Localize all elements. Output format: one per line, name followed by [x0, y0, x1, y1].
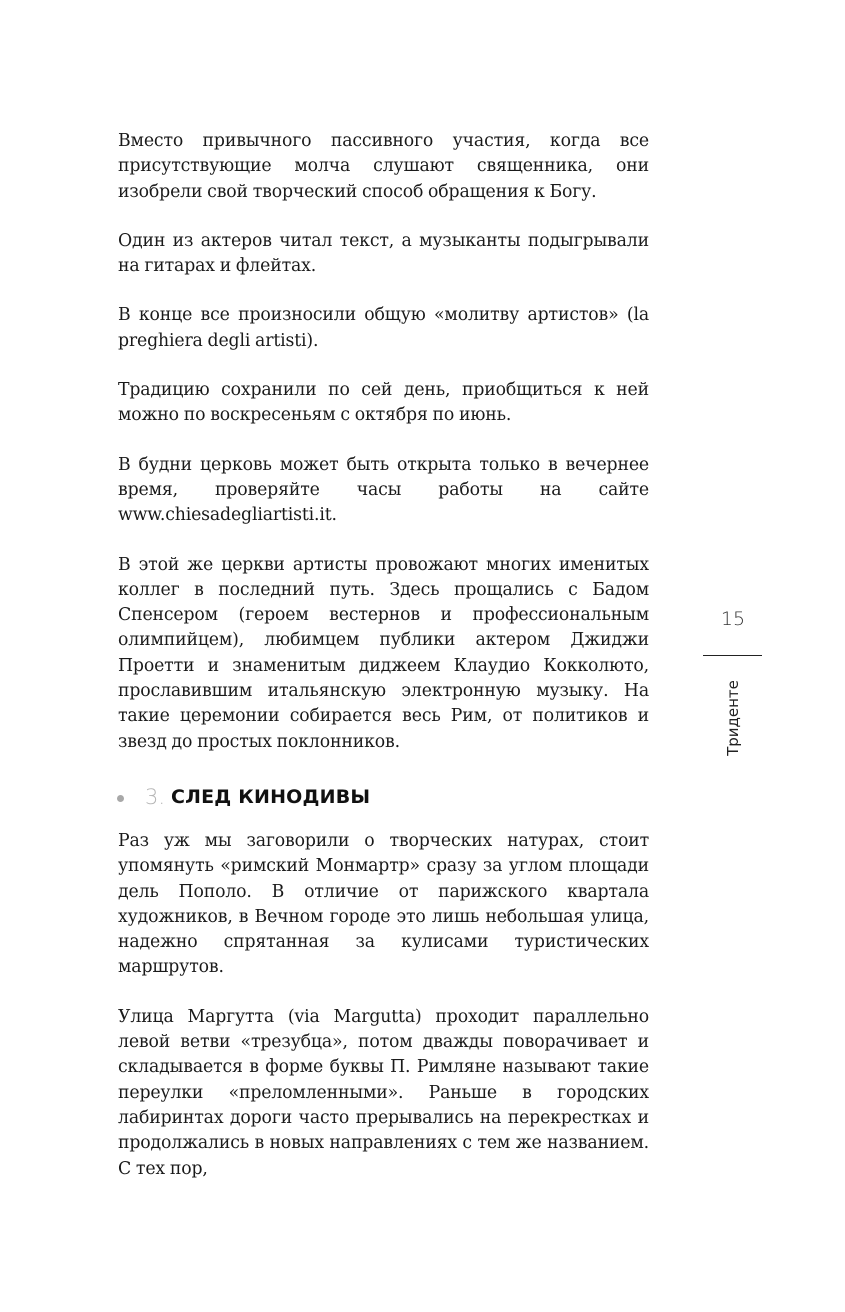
paragraph: В конце все произносили общую «молитву артистов» (la preghiera degli artisti).	[118, 305, 649, 351]
section-number: 3.	[145, 784, 166, 809]
paragraph: Раз уж мы заговорили о творческих натурах, стоит упомянуть «римский Монмартр» сразу за углом площади дель Пополо. В отличие от парижского квартала художников, в Вечном городе это лишь небольшая улица, надежно спрятанная за кулисами туристических маршрутов.	[118, 830, 649, 978]
running-head: Триденте	[724, 680, 742, 756]
paragraph: Традицию сохранили по сей день, приобщиться к ней можно по воскресеньям с октября по июнь.	[118, 380, 649, 426]
side-divider	[703, 655, 762, 656]
paragraph: В этой же церкви артисты провожают многих именитых коллег в последний путь. Здесь прощались с Бадом Спенсером (героем вестернов и профессиональным олимпийцем), любимцем публики актером Джиджи Проетти и знаменитым диджеем Клаудио Кокколюто, прославившим итальянскую электронную музыку. На такие церемонии собирается весь Рим, от политиков и звезд до простых поклонников.	[118, 554, 649, 752]
page-body	[118, 129, 649, 1206]
section-title: СЛЕД КИНОДИВЫ	[171, 785, 371, 808]
bullet-dot-icon	[117, 795, 124, 802]
page-number: 15	[720, 608, 746, 630]
paragraph: Один из актеров читал текст, а музыканты подыгрывали на гитарах и флейтах.	[118, 230, 649, 277]
section-heading	[118, 783, 649, 811]
paragraph: Вместо привычного пассивного участия, когда все присутствующие молча слушают священника, они изобрели свой творческий способ обращения к Богу.	[118, 131, 649, 202]
paragraph: В будни церковь может быть открыта только в вечернее время, проверяйте часы работы на сайте www.chiesadegliartisti.it.	[118, 454, 649, 526]
paragraph: Улица Маргутта (via Margutta) проходит параллельно левой ветви «трезубца», потом дважды поворачивает и складывается в форме буквы П. Римляне называют такие переулки «преломленными». Раньше в городских лабиринтах дороги часто прерывались на перекрестках и продолжались в новых направлениях с тем же названием. С тех пор,	[118, 1006, 649, 1179]
